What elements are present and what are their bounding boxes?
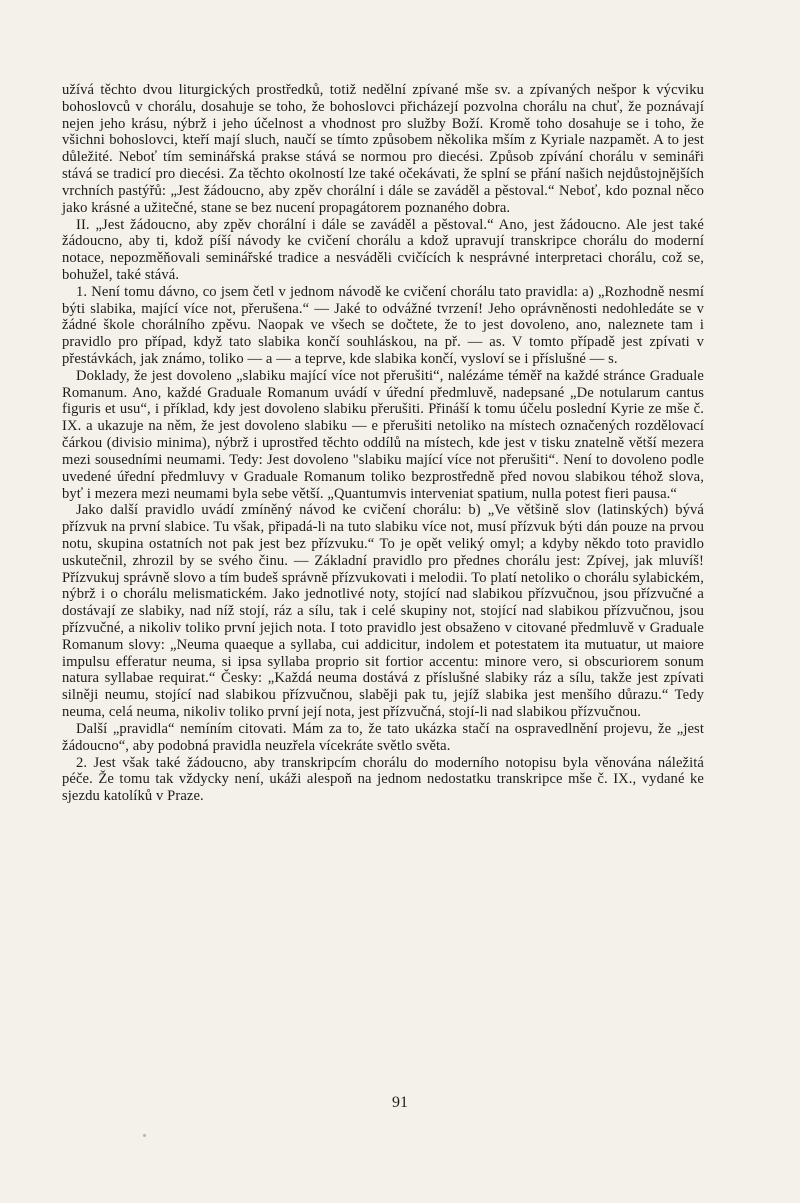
- paragraph-dalsi-pravidla: Další „pravidla“ nemíním citovati. Mám za to, že tato ukázka stačí na ospravedlnění projevu, že „jest žádoucno“, aby podobná pravidla neuzřela vícekráte světlo světa.: [62, 720, 704, 754]
- paragraph-rule-b: Jako další pravidlo uvádí zmíněný návod ke cvičení chorálu: b) „Ve většině slov (latinských) bývá přízvuk na první slabice. Tu však, připadá-li na tuto slabiku více not, musí přízvuk býti dán pouze na prvou notu, skupina ostatních not pak jest bez přízvuku.“ To je opět veliký omyl; a kdyby někdo toto pravidlo uskutečnil, zhrozil by se svého činu. — Základní pravidlo pro přednes chorálu jest: Zpívej, jak mluvíš! Přízvukuj správně slovo a tím budeš správně přízvukovati i melodii. To platí netoliko o chorálu sylabickém, nýbrž i o chorálu melismatickém. Jako jednotlivé noty, stojící nad slabikou přízvučnou, jsou přízvučné a dostávají ze slabiky, nad níž stojí, ráz a sílu, tak i celé skupiny not, stojící nad slabikou přízvučnou, jsou přízvučné, a nikoliv toliko první jejich nota. I toto pravidlo jest obsaženo v citované předmluvě v Graduale Romanum slovy: „Neuma quaeque a syllaba, cui addicitur, indolem et potestatem ita mutuatur, ut maiore impulsu efferatur neuma, si ipsa syllaba proprio sit fortior accentu: minore vero, si obscuriorem sonum natura syllabae requirat.“ Česky: „Každá neuma dostává z příslušné slabiky ráz a sílu, takže jest zpívati silněji neumu, stojící nad slabikou přízvučnou, slaběji pak tu, jejíž slabika jest menšího důrazu.“ Tedy neuma, celá neuma, nikoliv toliko první její nota, jest přízvučná, stojí-li nad slabikou přízvučnou.: [62, 502, 704, 721]
- paragraph-doklady: Doklady, že jest dovoleno „slabiku mající více not přerušiti“, nalézáme téměř na každé stránce Graduale Romanum. Ano, každé Graduale Romanum uvádí v úřední předmluvě, nadepsané „De notularum cantus figuris et usu“, i příklad, kdy jest dovoleno slabiku přerušiti. Přináší k tomu účelu poslední Kyrie ze mše č. IX. a ukazuje na něm, že jest dovoleno slabiku — e přerušiti netoliko na místech označených rozdělovací čárkou (divisio minima), nýbrž i uprostřed těchto oddílů na místech, kde jest v tisku znatelně větší mezera mezi sousedními neumami. Tedy: Jest dovoleno "slabiku mající více not přerušiti“. Není to dovoleno podle uvedené úřední předmluvy v Graduale Romanum toliko bezprostředně před novou slabikou téhož slova, byť i mezera mezi neumami byla sebe větší. „Quantumvis interveniat spatium, nulla potest fieri pausa.“: [62, 367, 704, 502]
- paper-speck: [143, 1134, 146, 1137]
- paragraph-section-ii: II. „Jest žádoucno, aby zpěv chorální i dále se zaváděl a pěstoval.“ Ano, jest žádoucno. Ale jest také žádoucno, aby ti, kdož píší návody ke cvičení chorálu a kdož upravují transkripce chorálu do moderní notace, nepozměňovali seminářské tradice a nesváděli cvičících k nesprávné interpretaci chorálu, což se, bohužel, také stává.: [62, 216, 704, 283]
- paragraph-point-2: 2. Jest však také žádoucno, aby transkripcím chorálu do moderního notopisu byla věnována náležitá péče. Že tomu tak vždycky není, ukáži alespoň na jednom nedostatku transkripce mše č. IX., vydané ke sjezdu katolíků v Praze.: [62, 754, 704, 805]
- paragraph-point-1: 1. Není tomu dávno, co jsem četl v jednom návodě ke cvičení chorálu tato pravidla: a) „Rozhodně nesmí býti slabika, mající více not, přerušena.“ — Jaké to odvážné tvrzení! Jeho oprávněnosti nedohledáte se v žádné škole chorálního zpěvu. Naopak ve všech se dočtete, že to jest dovoleno, ano, naleznete tam i pravidlo pro případ, když tato slabika končí souhláskou, na př. — as. V tomto případě jest zpívati v přestávkách, jak známo, toliko — a — a teprve, kde slabika končí, vysloví se i příslušné — s.: [62, 283, 704, 367]
- page-number: 91: [392, 1094, 408, 1111]
- paragraph-continuation: užívá těchto dvou liturgických prostředků, totiž nedělní zpívané mše sv. a zpívaných nešpor k výcviku bohoslovců v chorálu, dosahuje se toho, že bohoslovci přicházejí pozvolna chorálu na chuť, že poznávají nejen jeho krásu, nýbrž i jeho účelnost a vhodnost pro služby Boží. Kromě toho dosahuje se i toho, že všichni bohoslovci, kteří mají sluch, naučí se tímto způsobem několika mším z Kyriale nazpamět. A to jest důležité. Neboť tím seminářská prakse stává se normou pro diecési. Způsob zpívání chorálu v semináři stává se tradicí pro diecési. Za těchto okolností lze také očekávati, že splní se přání našich nejdůstojnějších vrchních pastýřů: „Jest žádoucno, aby zpěv chorální i dále se zaváděl a pěstoval.“ Neboť, kdo poznal něco jako krásné a užitečné, stane se bez nucení propagátorem poznaného dobra.: [62, 82, 704, 216]
- body-text: [62, 82, 704, 805]
